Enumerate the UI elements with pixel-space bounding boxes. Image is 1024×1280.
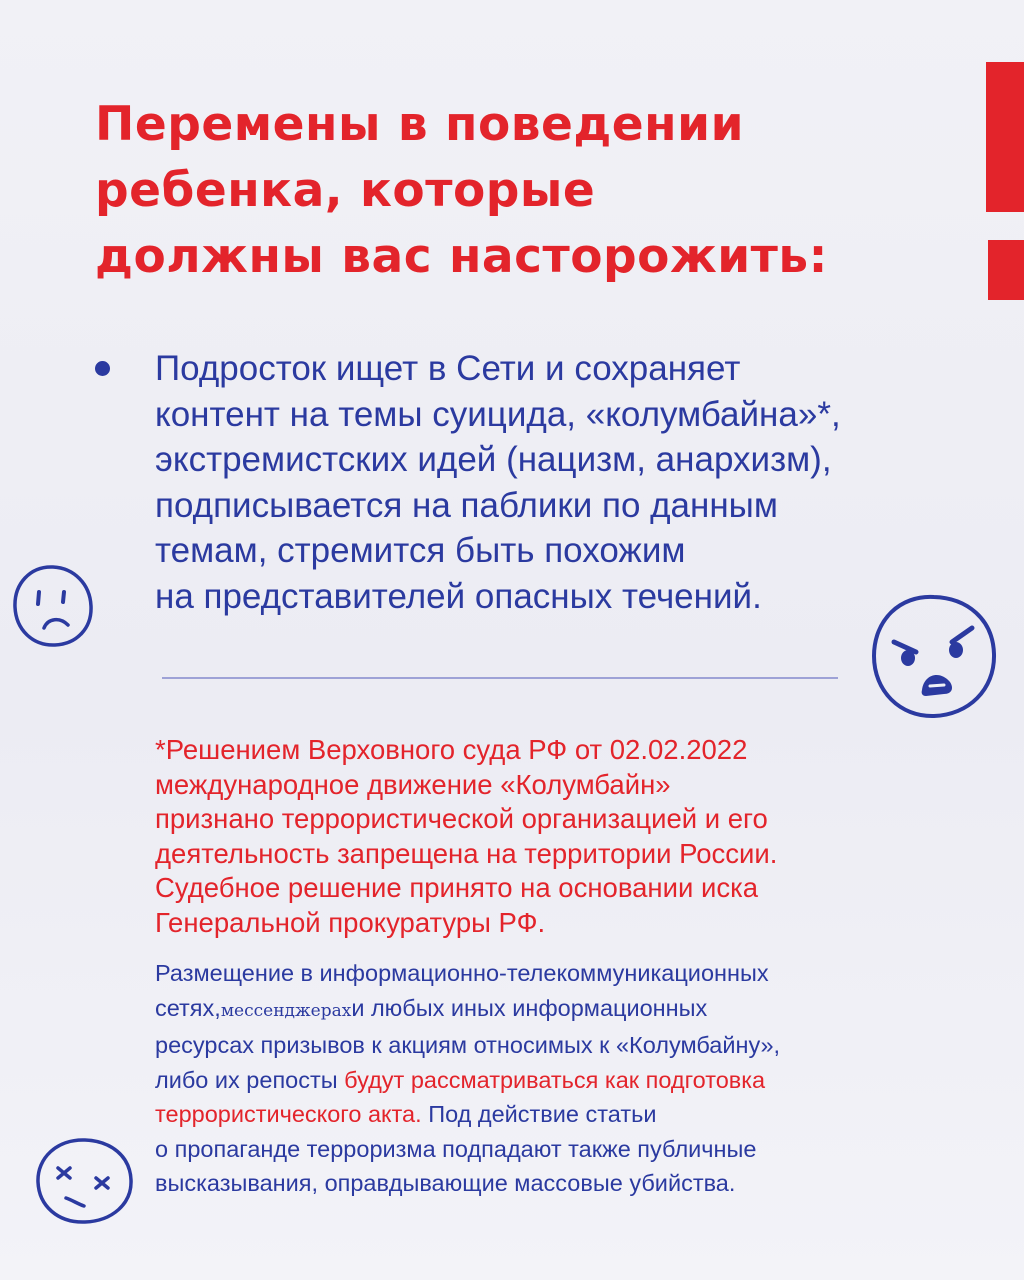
- angry-face-icon: [864, 590, 1004, 725]
- footnote-line: Судебное решение принято на основании иска: [155, 872, 758, 903]
- bullet-line: подписывается на паблики по данным: [155, 485, 778, 525]
- bullet-item: [155, 346, 985, 619]
- law-line: о пропаганде терроризма подпадают также публичные: [155, 1135, 757, 1162]
- divider: [162, 677, 838, 679]
- bullet-line: Подросток ищет в Сети и сохраняет: [155, 349, 741, 388]
- law-text: Под действие статьи: [421, 1101, 657, 1127]
- title-line: должны вас насторожить:: [95, 229, 828, 284]
- law-highlight: будут рассматриваться как подготовка: [344, 1066, 766, 1093]
- title-line: ребенка, которые: [95, 163, 596, 218]
- bullet-line: на представителей опасных течений.: [155, 576, 762, 616]
- bullet-marker: [95, 361, 110, 376]
- bullet-line: экстремистских идей (нацизм, анархизм),: [155, 440, 832, 479]
- title-line: Перемены в поведении: [95, 97, 745, 152]
- law-text: сетях,: [155, 994, 221, 1021]
- dizzy-face-icon: [30, 1134, 140, 1229]
- law-highlight: террористического акта.: [155, 1101, 422, 1127]
- law-text: и любых иных информационных: [351, 994, 708, 1021]
- law-line: Размещение в информационно-телекоммуникационных: [155, 960, 769, 986]
- page-title: [95, 92, 955, 290]
- law-paragraph: [155, 956, 995, 1201]
- footnote: [155, 733, 975, 940]
- law-line: [155, 1063, 995, 1098]
- exclamation-bar: [986, 62, 1024, 212]
- law-line: ресурсах призывов к акциям относимых к «Колумбайну»,: [155, 1032, 781, 1058]
- law-text-messengers: мессенджерах: [220, 1000, 352, 1021]
- footnote-line: международное движение «Колумбайн»: [155, 768, 671, 800]
- footnote-line: *Решением Верховного суда РФ от 02.02.2022: [155, 734, 748, 765]
- law-text: либо их репосты: [155, 1066, 345, 1093]
- bullet-line: контент на темы суицида, «колумбайна»*,: [155, 394, 841, 434]
- law-line: [155, 1097, 995, 1132]
- sad-face-icon: [8, 562, 98, 652]
- footnote-line: признано террористической организацией и его: [155, 803, 768, 834]
- footnote-line: Генеральной прокуратуры РФ.: [155, 906, 546, 938]
- law-line: высказывания, оправдывающие массовые убийства.: [155, 1170, 736, 1196]
- footnote-line: деятельность запрещена на территории России.: [155, 837, 778, 869]
- exclamation-dot: [988, 240, 1024, 300]
- law-line: [155, 991, 995, 1029]
- bullet-line: темам, стремится быть похожим: [155, 531, 686, 570]
